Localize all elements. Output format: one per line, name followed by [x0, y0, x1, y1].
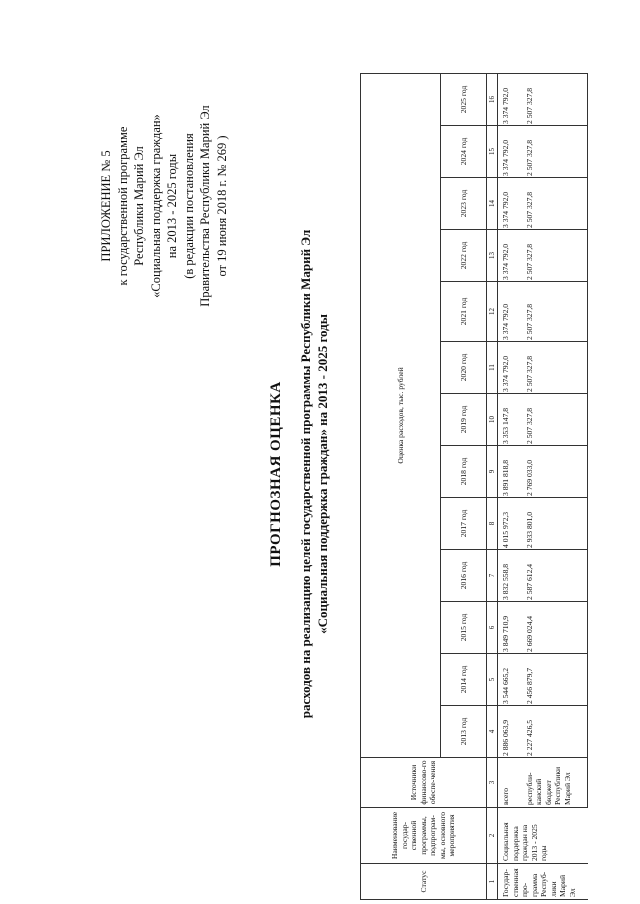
- appendix-line: «Социальная поддержка граждан»: [148, 114, 163, 298]
- expense-table: [360, 73, 588, 900]
- value-cell: 2 507 327,8: [522, 282, 588, 342]
- value-cell: 2 456 879,7: [522, 654, 588, 706]
- value-cell: 3 353 147,8: [498, 394, 522, 446]
- value-cell: 3 849 710,9: [498, 602, 522, 654]
- value-cell: 2 507 327,8: [522, 230, 588, 282]
- value-cell: 3 374 792,0: [498, 178, 522, 230]
- value-cell: 3 891 818,8: [498, 446, 522, 498]
- value-cell: 3 832 558,8: [498, 550, 522, 602]
- column-number: 2: [487, 808, 498, 864]
- header-year: 2018 год: [441, 446, 487, 498]
- header-year: 2015 год: [441, 602, 487, 654]
- header-year: 2023 год: [441, 178, 487, 230]
- source-total: всего: [498, 758, 522, 808]
- row-program-name: Социальная поддержка граждан на 2013 - 2025 годы: [498, 808, 588, 864]
- value-cell: 2 507 327,8: [522, 394, 588, 446]
- value-cell: 3 374 792,0: [498, 230, 522, 282]
- header-status: Статус: [361, 864, 487, 900]
- appendix-line: Правительства Республики Марий Эл: [198, 105, 212, 307]
- header-year: 2014 год: [441, 654, 487, 706]
- column-number: 16: [487, 74, 498, 126]
- column-number: 4: [487, 706, 498, 758]
- value-cell: 2 507 327,8: [522, 126, 588, 178]
- value-cell: 2 587 612,4: [522, 550, 588, 602]
- header-year: 2017 год: [441, 498, 487, 550]
- value-cell: 2 769 033,0: [522, 446, 588, 498]
- value-cell: 2 669 024,4: [522, 602, 588, 654]
- header-year: 2025 год: [441, 74, 487, 126]
- header-year: 2020 год: [441, 342, 487, 394]
- column-number: 6: [487, 602, 498, 654]
- header-year: 2013 год: [441, 706, 487, 758]
- column-number: 13: [487, 230, 498, 282]
- column-number: 1: [487, 864, 498, 900]
- value-cell: 3 374 792,0: [498, 282, 522, 342]
- value-cell: 4 015 972,3: [498, 498, 522, 550]
- column-number: 3: [487, 758, 498, 808]
- column-number: 7: [487, 550, 498, 602]
- column-number: 14: [487, 178, 498, 230]
- column-number: 10: [487, 394, 498, 446]
- appendix-line: к государственной программе: [115, 126, 130, 286]
- appendix-line: (в редакции постановления: [181, 133, 196, 279]
- column-number: 5: [487, 654, 498, 706]
- header-program-name: Наименование государ-ственной программы, подпрограм-мы, основного мероприятия: [361, 808, 487, 864]
- column-number: 8: [487, 498, 498, 550]
- appendix-header: [98, 56, 230, 356]
- appendix-line: Республики Марий Эл: [132, 146, 146, 266]
- value-cell: 3 544 665,2: [498, 654, 522, 706]
- header-year: 2024 год: [441, 126, 487, 178]
- value-cell: 3 374 792,0: [498, 74, 522, 126]
- title-line-3: «Социальная поддержка граждан» на 2013 - 2025 годы: [315, 314, 330, 634]
- header-year: 2022 год: [441, 230, 487, 282]
- value-cell: 2 227 426,5: [522, 706, 588, 758]
- value-cell: 2 886 063,9: [498, 706, 522, 758]
- source-republic-budget: республи-канский бюджет Республики Марий Эл: [522, 758, 588, 808]
- value-cell: 2 507 327,8: [522, 178, 588, 230]
- header-year: 2021 год: [441, 282, 487, 342]
- document-title: [268, 104, 331, 844]
- value-cell: 3 374 792,0: [498, 342, 522, 394]
- value-cell: 2 933 801,0: [522, 498, 588, 550]
- header-funding-source: Источники финансово-го обеспе-чения: [361, 758, 487, 808]
- appendix-line: на 2013 - 2025 годы: [165, 153, 179, 259]
- value-cell: 2 507 327,8: [522, 342, 588, 394]
- column-number: 12: [487, 282, 498, 342]
- header-estimate: Оценка расходов, тыс. рублей: [361, 74, 441, 758]
- value-cell: 3 374 792,0: [498, 126, 522, 178]
- appendix-line: от 19 июня 2018 г. № 269 ): [214, 135, 229, 277]
- title-main: ПРОГНОЗНАЯ ОЦЕНКА: [268, 381, 284, 567]
- appendix-line: ПРИЛОЖЕНИЕ № 5: [99, 150, 113, 262]
- column-number: 11: [487, 342, 498, 394]
- column-number: 9: [487, 446, 498, 498]
- title-line-2: расходов на реализацию целей государственной программы Республики Марий Эл: [298, 229, 313, 719]
- header-year: 2019 год: [441, 394, 487, 446]
- header-year: 2016 год: [441, 550, 487, 602]
- column-number: 15: [487, 126, 498, 178]
- value-cell: 2 507 327,8: [522, 74, 588, 126]
- row-status: Государ-ственная про-грамма Респуб-лики Марий Эл: [498, 864, 588, 900]
